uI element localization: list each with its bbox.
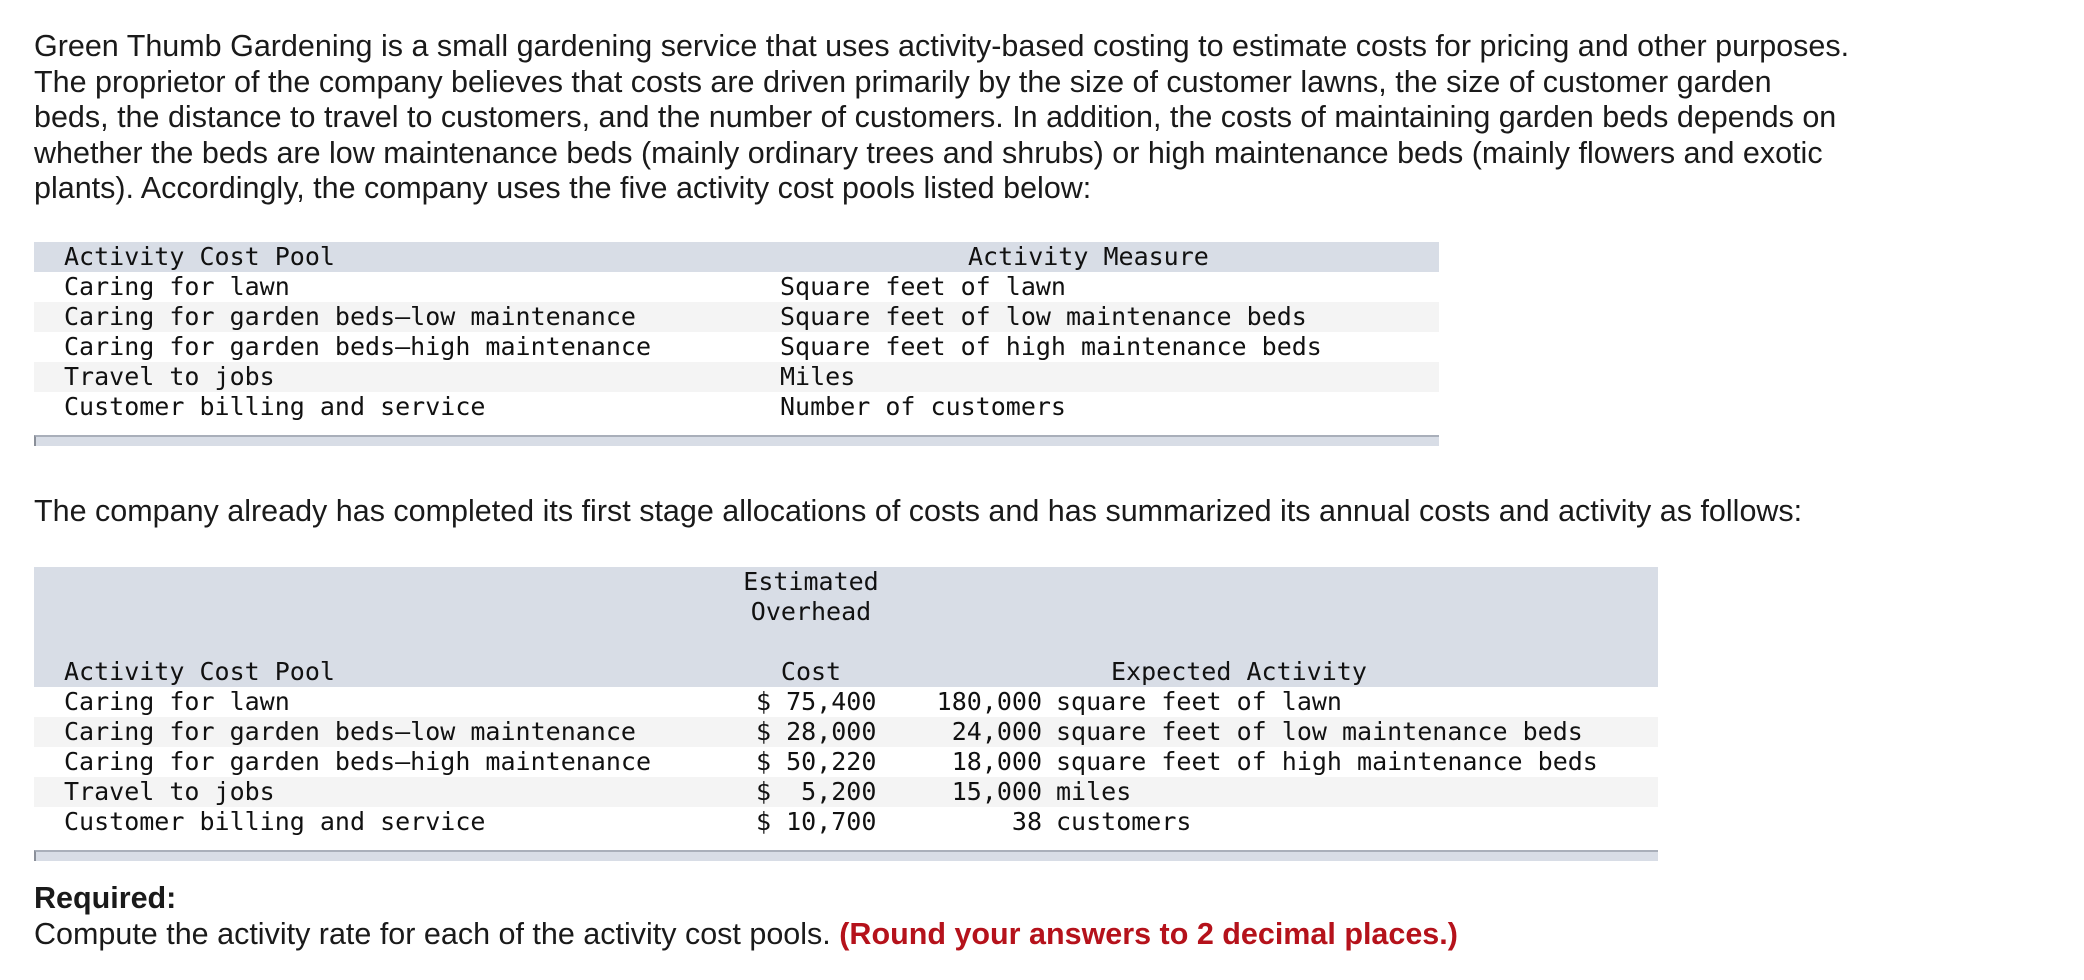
header-activity-cost-pool: Activity Cost Pool xyxy=(64,242,335,271)
table-row: Caring for garden beds–low maintenance $ 28,000 24,000 square feet of low maintenance beds xyxy=(34,717,1658,747)
header-activity-cost-pool: Activity Cost Pool xyxy=(64,657,335,686)
activity-measure-table xyxy=(34,242,1439,446)
table-row: Travel to jobs $ 5,200 15,000 miles xyxy=(34,777,1658,807)
table-row: Caring for garden beds–high maintenance $ 50,220 18,000 square feet of high maintenance beds xyxy=(64,747,1598,776)
table-row: Customer billing and service $ 10,700 38 customers xyxy=(64,807,1192,836)
table-row: Caring for lawn $ 75,400 180,000 square feet of lawn xyxy=(64,687,1342,716)
table-footer xyxy=(34,435,1439,446)
header-cost-line3: Cost xyxy=(780,657,842,686)
table-row: Caring for lawn Square feet of lawn xyxy=(64,272,1066,301)
cost-activity-table xyxy=(34,567,1658,861)
required-text: Compute the activity rate for each of the activity cost pools. (Round your answers to 2 decimal places.) xyxy=(34,917,1458,951)
rounding-note: (Round your answers to 2 decimal places.) xyxy=(839,917,1458,951)
table-header-row xyxy=(34,657,1658,687)
required-heading: Required: xyxy=(34,881,177,915)
table-header-block xyxy=(34,567,1658,657)
table-footer xyxy=(34,850,1658,861)
table-row: Customer billing and service Number of customers xyxy=(64,392,1066,421)
table-row: Caring for garden beds–high maintenance Square feet of high maintenance beds xyxy=(64,332,1322,361)
intro-paragraph: Green Thumb Gardening is a small gardening service that uses activity-based costing to estimate costs for pricing and other purposes. The proprietor of the company believes that costs are driven primarily by the size of customer lawns, the size of customer garden beds, the distance to travel to customers, and the number of customers. In addition, the costs of maintaining garden beds depends on whether the beds are low maintenance beds (mainly ordinary trees and shrubs) or high maintenance beds (mainly flowers and exotic plants). Accordingly, the company uses the five activity cost pools listed below: xyxy=(34,29,1850,205)
header-expected-activity: Expected Activity xyxy=(1111,657,1367,686)
table-row: Travel to jobs Miles xyxy=(34,362,1439,392)
header-cost-line2: Overhead xyxy=(750,597,872,626)
table-row: Caring for garden beds–low maintenance Square feet of low maintenance beds xyxy=(34,302,1439,332)
middle-paragraph: The company already has completed its first stage allocations of costs and has summarized its annual costs and activity as follows: xyxy=(34,494,1803,528)
header-cost-line1: Estimated xyxy=(743,567,879,596)
table-header-row xyxy=(34,242,1439,272)
header-activity-measure: Activity Measure xyxy=(968,242,1209,271)
